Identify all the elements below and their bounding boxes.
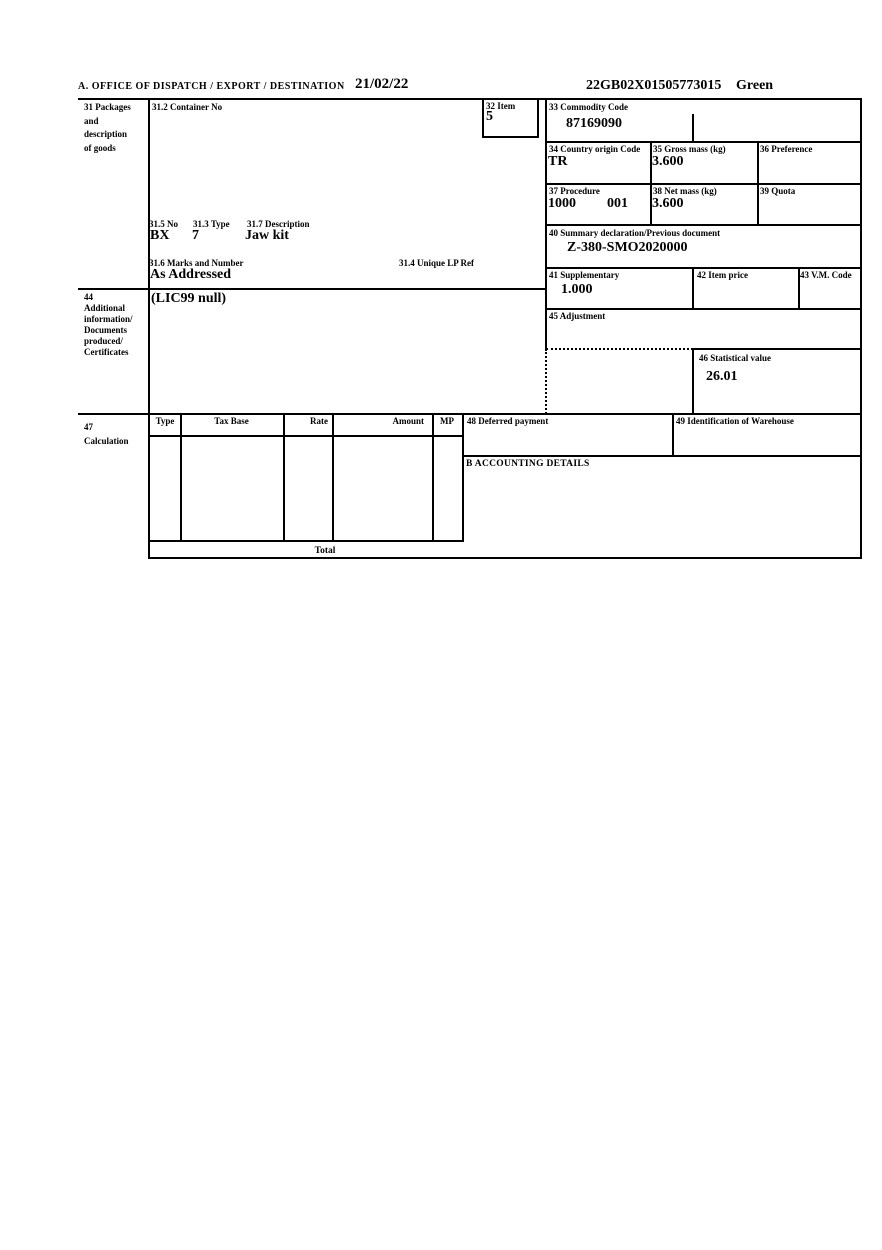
middle-right-divider — [545, 98, 547, 350]
label-column-divider — [148, 98, 150, 559]
type-column-divider — [180, 413, 182, 542]
unique-lp-ref-label: 31.4 Unique LP Ref — [399, 258, 475, 268]
column-header-tax-base: Tax Base — [214, 416, 249, 426]
item-box-right-border — [537, 98, 539, 138]
additional-information-value: (LIC99 null) — [151, 291, 227, 306]
column-header-rate: Rate — [310, 416, 328, 426]
commodity-code-divider — [692, 114, 694, 143]
item-number-value: 5 — [486, 109, 493, 124]
package-no-label: 31.5 No — [149, 219, 178, 229]
taxbase-column-divider — [283, 413, 285, 542]
adjustment-dotted-border — [546, 348, 693, 350]
identification-warehouse-label: 49 Identification of Warehouse — [676, 416, 794, 426]
office-of-dispatch-label: A. OFFICE OF DISPATCH / EXPORT / DESTINATION — [78, 81, 345, 92]
marks-and-number-value: As Addressed — [150, 267, 232, 282]
adjustment-dotted-left-border — [545, 349, 547, 414]
country-origin-value: TR — [548, 154, 568, 169]
mass-preference-divider — [757, 141, 759, 226]
total-row-top-border — [148, 540, 464, 542]
marks-and-number-label: 31.6 Marks and Number — [149, 258, 244, 268]
deferred-warehouse-divider — [672, 413, 674, 457]
adjustment-label: 45 Adjustment — [549, 311, 606, 321]
gross-mass-value: 3.600 — [652, 154, 684, 169]
package-description-value: Jaw kit — [245, 228, 289, 243]
calculation-row-top-border — [78, 413, 862, 415]
commodity-code-label: 33 Commodity Code — [549, 102, 628, 112]
net-mass-value: 3.600 — [652, 196, 684, 211]
net-mass-label: 38 Net mass (kg) — [653, 186, 717, 196]
procedure-value-2: 001 — [607, 196, 628, 211]
item-label: 32 Item — [486, 101, 516, 111]
commodity-row-border — [545, 141, 862, 143]
container-no-label: 31.2 Container No — [152, 102, 223, 112]
preference-label: 36 Preference — [760, 144, 813, 154]
commodity-code-value: 87169090 — [566, 116, 622, 131]
rate-column-divider — [332, 413, 334, 542]
form-right-border — [860, 98, 862, 559]
calculation-label: 47 Calculation — [84, 422, 129, 446]
package-description-label: 31.7 Description — [247, 219, 310, 229]
vm-code-label: 43 V.M. Code — [800, 270, 852, 280]
supplementary-value: 1.000 — [561, 282, 593, 297]
column-header-mp: MP — [440, 416, 454, 426]
entry-number-value: 22GB02X01505773015 — [586, 78, 722, 93]
gross-mass-label: 35 Gross mass (kg) — [653, 144, 726, 154]
summary-declaration-label: 40 Summary declaration/Previous document — [549, 228, 721, 238]
additional-information-label: 44 Additional information/ Documents produced/ Certificates — [84, 292, 133, 357]
deferred-payment-label: 48 Deferred payment — [467, 416, 549, 426]
package-no-value: BX — [150, 228, 170, 243]
procedure-value-1: 1000 — [548, 196, 576, 211]
country-origin-label: 34 Country origin Code — [549, 144, 641, 154]
statistical-value-value: 26.01 — [706, 369, 738, 384]
acceptance-date-value: 21/02/22 — [355, 76, 409, 92]
form-bottom-border — [148, 557, 862, 559]
package-type-value: 7 — [192, 228, 199, 243]
statistical-value-top-border — [692, 348, 862, 350]
calculation-header-border — [148, 435, 464, 437]
amount-column-divider — [432, 413, 434, 542]
statistical-value-label: 46 Statistical value — [699, 353, 771, 363]
origin-row-border — [545, 183, 862, 185]
supplementary-label: 41 Supplementary — [549, 270, 620, 280]
item-box-bottom-border — [482, 136, 539, 138]
supplementary-row-border — [545, 308, 862, 310]
item-price-label: 42 Item price — [697, 270, 748, 280]
procedure-row-border — [545, 224, 862, 226]
column-header-type: Type — [155, 416, 175, 426]
quota-label: 39 Quota — [760, 186, 796, 196]
route-value: Green — [736, 78, 774, 93]
item-box-left-border — [482, 98, 484, 138]
column-header-amount: Amount — [392, 416, 424, 426]
calculation-table-right-border — [462, 413, 464, 542]
summary-declaration-value: Z-380-SMO2020000 — [567, 240, 688, 255]
packages-description-label: 31 Packages and description of goods — [84, 102, 131, 153]
form-top-border — [78, 98, 862, 100]
package-type-label: 31.3 Type — [193, 219, 230, 229]
deferred-payment-bottom-border — [462, 455, 862, 457]
statistical-value-left-border — [692, 348, 694, 415]
summary-row-border — [545, 267, 862, 269]
supplementary-price-divider — [692, 267, 694, 310]
procedure-label: 37 Procedure — [549, 186, 600, 196]
accounting-details-label: B ACCOUNTING DETAILS — [466, 459, 590, 469]
total-label: Total — [314, 546, 336, 556]
